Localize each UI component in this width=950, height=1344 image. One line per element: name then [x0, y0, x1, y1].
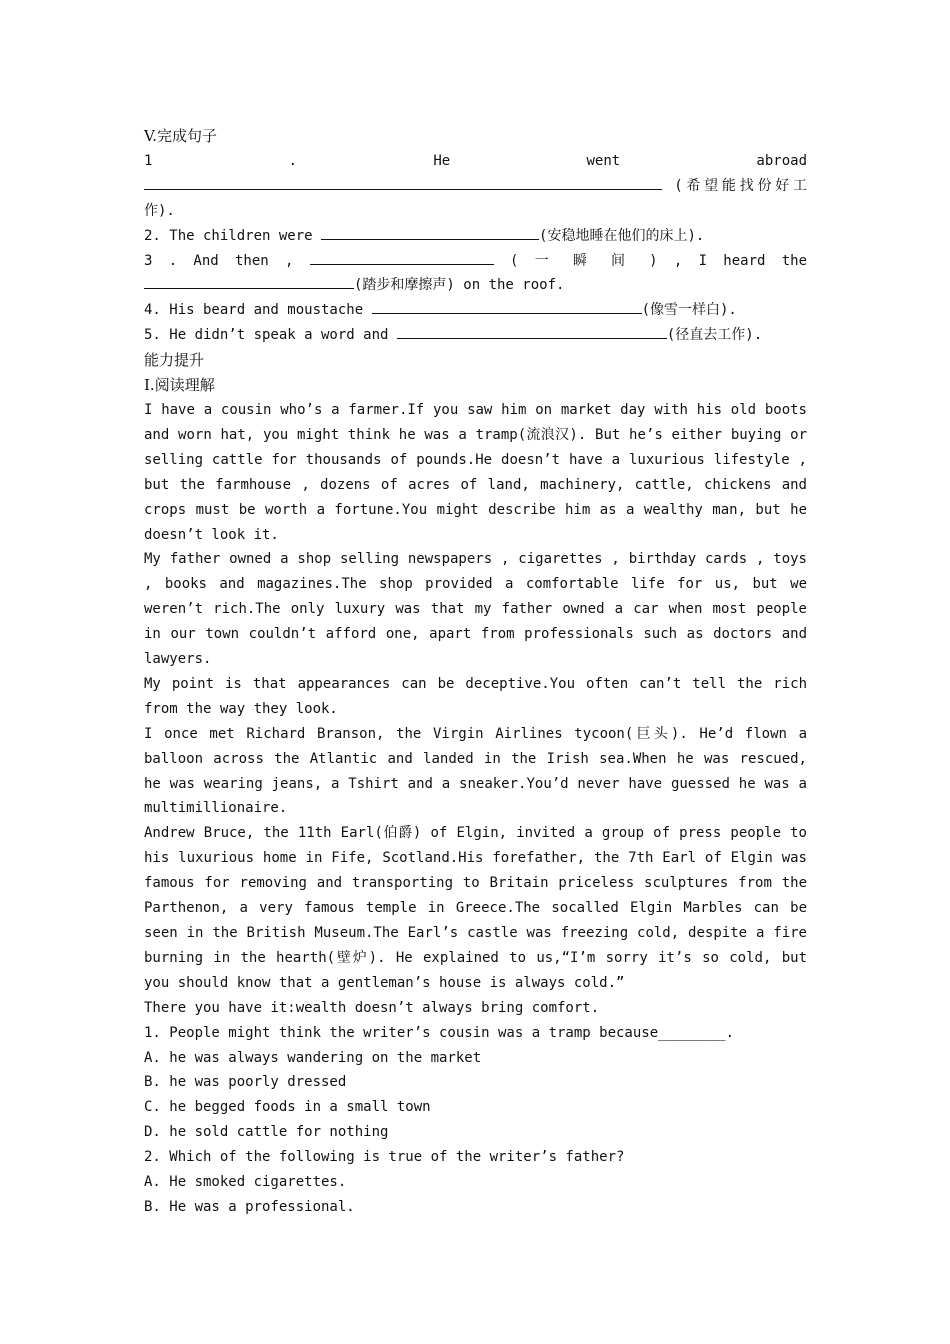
question-1-option-b[interactable]: B. he was poorly dressed	[144, 1074, 347, 1091]
question-1-option-c[interactable]: C. he begged foods in a small town	[144, 1099, 431, 1116]
item-1-line-1: 1 . He went abroad	[144, 152, 807, 169]
answer-blank-2[interactable]	[321, 225, 539, 240]
item-1-hint: (希望能找份好工	[674, 177, 807, 194]
passage-paragraph: My point is that appearances can be deceptive.You often can’t tell the rich from the way they look.	[144, 675, 807, 717]
item-4-prefix: 4. His beard and moustache	[144, 302, 372, 319]
question-2-stem: 2. Which of the following is true of the writer’s father?	[144, 1149, 625, 1166]
passage-paragraph: There you have it:wealth doesn’t always bring comfort.	[144, 999, 600, 1016]
item-1-line-2	[144, 174, 807, 199]
answer-blank-1[interactable]	[144, 175, 662, 190]
item-3-prefix: 3 . And then ,	[144, 252, 310, 269]
item-2	[144, 224, 807, 249]
passage-paragraph: Andrew Bruce, the 11th Earl(伯爵) of Elgin, invited a group of press people to his luxurious home in Fife, Scotland.His forefather, the 7th Earl of Elgin was famous for removing and transporting to Britain priceless sculptures from the Parthenon, a very famous temple in Greece.The socalled Elgin Marbles can be seen in the British Museum.The Earl’s castle was freezing cold, despite a fire burning in the hearth(壁炉). He explained to us,“I’m sorry it’s so cold, but you should know that a gentleman’s house is always cold.”	[144, 825, 807, 991]
answer-blank-5[interactable]	[397, 324, 667, 339]
item-4	[144, 298, 807, 323]
item-5	[144, 323, 807, 348]
item-5-hint: (径直去工作).	[666, 327, 763, 344]
item-5-prefix: 5. He didn’t speak a word and	[144, 327, 397, 344]
ability-heading: 能力提升	[144, 351, 205, 370]
question-2-option-b[interactable]: B. He was a professional.	[144, 1198, 355, 1215]
reading-title: I.阅读理解	[144, 376, 215, 395]
document-page	[144, 124, 807, 1220]
passage-paragraph: My father owned a shop selling newspapers , cigarettes , birthday cards , toys , books and magazines.The shop provided a comfortable life for us, but we weren’t rich.The only luxury was that my father owned a car when most people in our town couldn’t afford one, apart from professionals such as doctors and lawyers.	[144, 551, 807, 668]
passage-paragraph: I have a cousin who’s a farmer.If you saw him on market day with his old boots and worn hat, you might think he was a tramp(流浪汉). But he’s either buying or selling cattle for thousands of pounds.He doesn’t have a luxurious lifestyle , but the farmhouse , dozens of acres of land, machinery, cattle, chickens and crops must be worth a fortune.You might describe him as a wealthy man, but he doesn’t look it.	[144, 401, 807, 543]
item-3-line-2	[144, 273, 807, 298]
item-1-line-3: 作).	[144, 202, 175, 219]
item-3-hint-2: (踏步和摩擦声) on the roof.	[354, 277, 565, 294]
answer-blank-4[interactable]	[372, 299, 642, 314]
question-2-option-a[interactable]: A. He smoked cigarettes.	[144, 1174, 347, 1191]
item-2-hint: (安稳地睡在他们的床上).	[539, 227, 705, 244]
question-1-stem: 1. People might think the writer’s cousin was a tramp because________.	[144, 1024, 735, 1041]
answer-blank-3b[interactable]	[144, 274, 354, 289]
item-2-prefix: 2. The children were	[144, 227, 322, 244]
item-4-hint: (像雪一样白).	[641, 302, 737, 319]
passage-paragraph: I once met Richard Branson, the Virgin Airlines tycoon(巨头). He’d flown a balloon across the Atlantic and landed in the Irish sea.When he was rescued, he was wearing jeans, a Tshirt and a sneaker.You’d never have guessed he was a multimillionaire.	[144, 725, 807, 817]
question-1-option-a[interactable]: A. he was always wandering on the market	[144, 1049, 482, 1066]
item-3-hint: ( 一 瞬 间 ) , I heard the	[510, 252, 808, 269]
section-v-title: V.完成句子	[144, 127, 217, 145]
question-1-option-d[interactable]: D. he sold cattle for nothing	[144, 1124, 389, 1141]
item-3-line-1	[144, 249, 807, 274]
answer-blank-3a[interactable]	[310, 250, 494, 265]
